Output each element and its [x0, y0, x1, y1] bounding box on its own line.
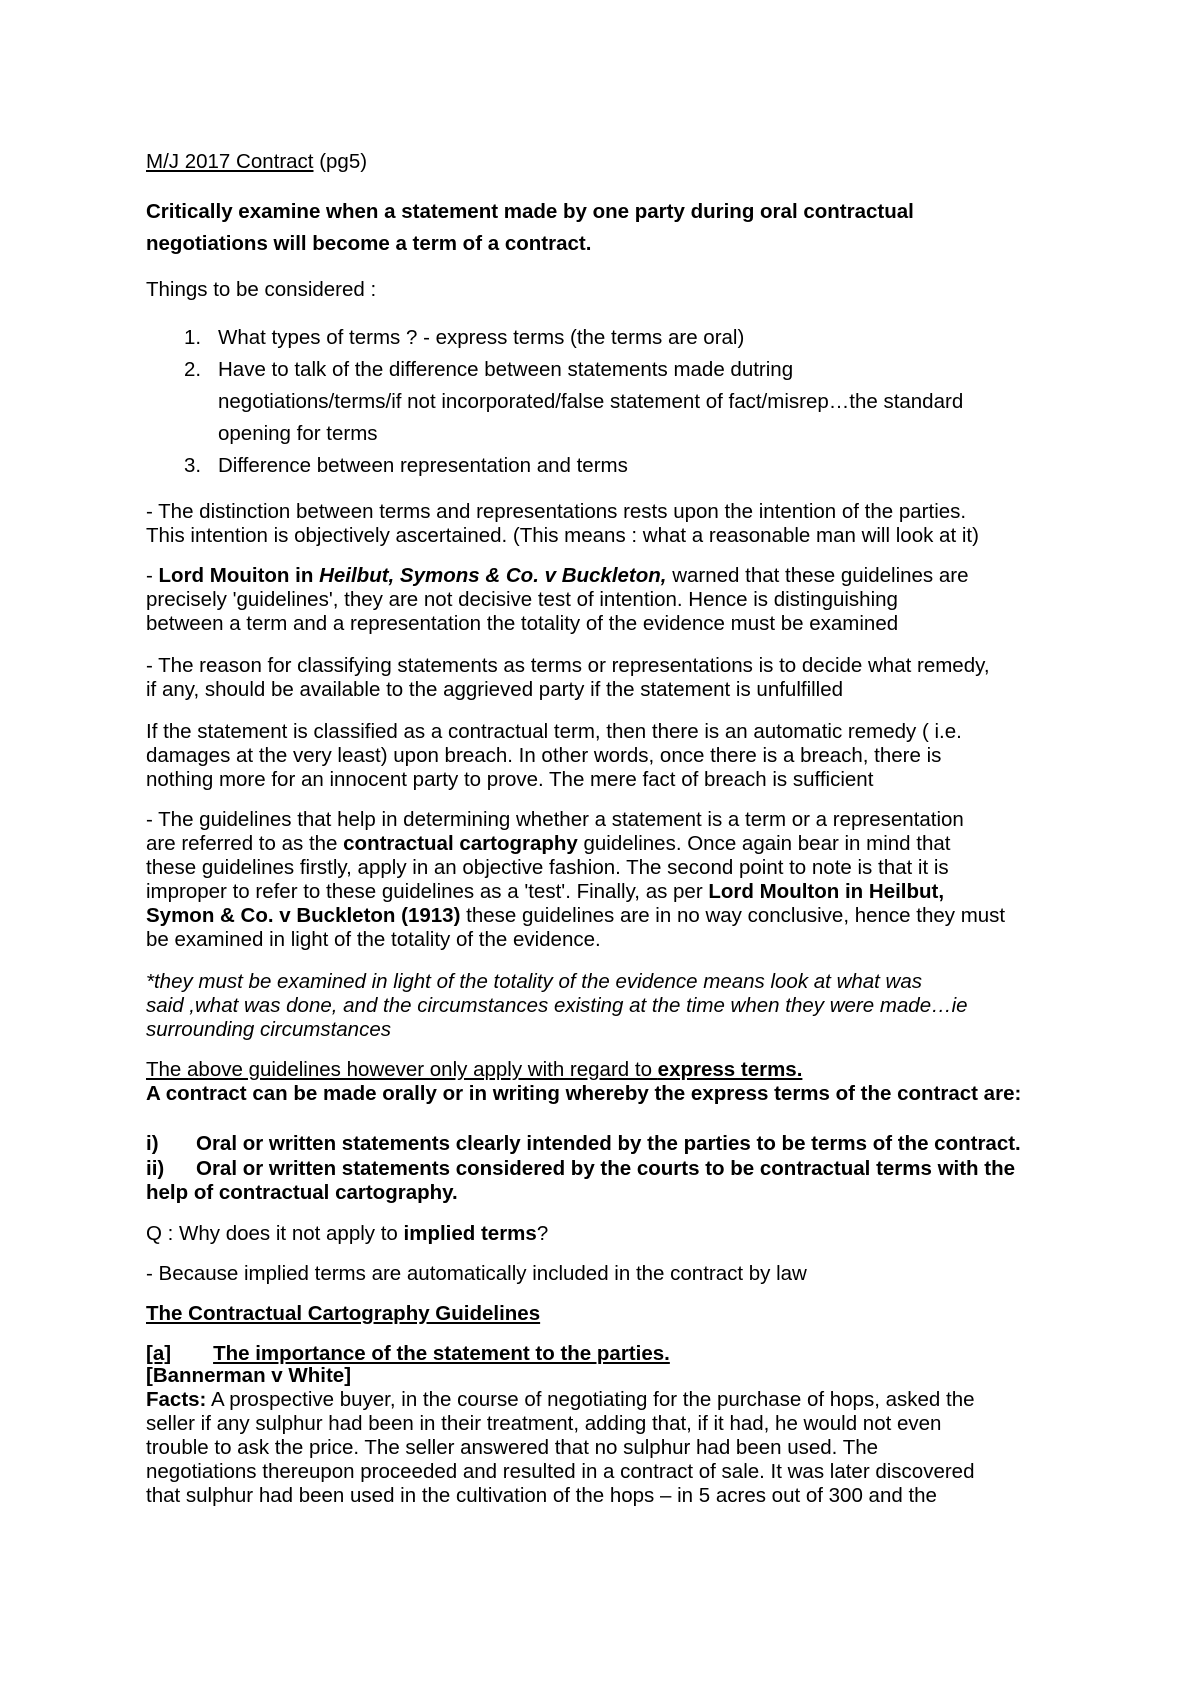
paragraph-line: be examined in light of the totality of the evidence.: [146, 928, 601, 951]
text-fragment: these guidelines are in no way conclusive, hence they must: [460, 904, 1006, 927]
paragraph-line: - The guidelines that help in determining whether a statement is a term or a representation: [146, 808, 964, 831]
list-number: 3.: [184, 454, 202, 477]
text-fragment: express terms.: [657, 1058, 803, 1081]
list-number: 1.: [184, 326, 202, 349]
list-item: [146, 1132, 1076, 1156]
text-fragment: ?: [536, 1222, 549, 1245]
list-item: [146, 354, 1096, 450]
sub-heading-label: [a]: [146, 1342, 172, 1365]
text-fragment: contractual cartography: [343, 832, 578, 855]
paragraph-line: damages at the very least) upon breach. In other words, once there is a breach, there is: [146, 744, 942, 767]
text-fragment: Q : Why does it not apply to: [146, 1222, 404, 1245]
text-fragment: The above guidelines however only apply with regard to: [146, 1058, 658, 1081]
text-fragment: Lord Moulton in Heilbut,: [708, 880, 945, 903]
paragraph-line: - The reason for classifying statements as terms or representations is to decide what remedy,: [146, 654, 990, 677]
case-name: [Bannerman v White]: [146, 1364, 352, 1387]
list-text: Oral or written statements clearly intended by the parties to be terms of the contract.: [196, 1132, 1021, 1155]
paragraph-line: This intention is objectively ascertained. (This means : what a reasonable man will look at it): [146, 524, 979, 547]
paragraph-line: [146, 904, 1076, 928]
list-item: [146, 1157, 1076, 1205]
question-line: negotiations will become a term of a contract.: [146, 232, 592, 255]
paragraph-line: - The distinction between terms and representations rests upon the intention of the parties.: [146, 500, 967, 523]
paragraph-line: [146, 1388, 1076, 1412]
list-item: [146, 450, 1096, 482]
paragraph-line: said ,what was done, and the circumstances existing at the time when they were made…ie: [146, 994, 968, 1017]
paragraph-line: surrounding circumstances: [146, 1018, 391, 1041]
text-fragment: improper to refer to these guidelines as a 'test'. Finally, as per: [146, 880, 709, 903]
paragraph-line: [146, 564, 1076, 588]
list-text: negotiations/terms/if not incorporated/false statement of fact/misrep…the standard: [218, 390, 964, 413]
express-terms-list: [146, 1132, 1076, 1206]
title-underlined: M/J 2017 Contract: [146, 150, 314, 173]
section-heading: The Contractual Cartography Guidelines: [146, 1302, 541, 1325]
paragraph-line: trouble to ask the price. The seller answered that no sulphur had been used. The: [146, 1436, 879, 1459]
italic-note: [146, 970, 1076, 1042]
paragraph-guidelines: [146, 808, 1076, 952]
paragraph-line: nothing more for an innocent party to prove. The mere fact of breach is sufficient: [146, 768, 874, 791]
list-text: Oral or written statements considered by the courts to be contractual terms with the: [196, 1157, 1016, 1180]
question: [146, 196, 1076, 260]
list-text: What types of terms ? - express terms (the terms are oral): [218, 326, 745, 349]
list-number: i): [146, 1132, 159, 1155]
answer-implied: - Because implied terms are automatically included in the contract by law: [146, 1262, 807, 1285]
paragraph-line: If the statement is classified as a contractual term, then there is an automatic remedy ( i.e.: [146, 720, 962, 743]
list-number: 2.: [184, 358, 202, 381]
paragraph-line: [146, 832, 1076, 856]
question-line: Critically examine when a statement made by one party during oral contractual: [146, 200, 914, 223]
considerations-list: [146, 322, 1096, 482]
document-title: [146, 150, 1076, 174]
list-text: Difference between representation and terms: [218, 454, 628, 477]
text-fragment: warned that these guidelines are: [666, 564, 969, 587]
paragraph-line: precisely 'guidelines', they are not decisive test of intention. Hence is distinguishing: [146, 588, 898, 611]
list-number: ii): [146, 1157, 165, 1180]
question-implied: [146, 1222, 1076, 1246]
paragraph-line: [146, 880, 1076, 904]
sub-heading: [146, 1342, 1076, 1366]
list-item: [146, 322, 1096, 354]
case-block: [146, 1364, 1076, 1508]
title-suffix: (pg5): [313, 150, 368, 173]
paragraph-distinction: [146, 500, 1076, 548]
text-fragment: A prospective buyer, in the course of negotiating for the purchase of hops, asked the: [206, 1388, 975, 1411]
facts-label: Facts:: [146, 1388, 207, 1411]
paragraph-line: seller if any sulphur had been in their treatment, adding that, if it had, he would not even: [146, 1412, 942, 1435]
text-fragment: Lord Mouiton in: [158, 564, 320, 587]
sub-heading-text: The importance of the statement to the parties.: [213, 1342, 670, 1365]
express-terms-block: [146, 1058, 1076, 1106]
paragraph-reason: [146, 654, 1076, 702]
text-fragment: Symon & Co. v Buckleton (1913): [146, 904, 461, 927]
paragraph-line: A contract can be made orally or in writing whereby the express terms of the contract are:: [146, 1082, 1022, 1105]
paragraph-line: that sulphur had been used in the cultivation of the hops – in 5 acres out of 300 and the: [146, 1484, 937, 1507]
paragraph-line: *they must be examined in light of the totality of the evidence means look at what was: [146, 970, 923, 993]
paragraph-lord-moulton: [146, 564, 1076, 636]
paragraph-line: [146, 1058, 1076, 1082]
list-text: help of contractual cartography.: [146, 1181, 458, 1204]
text-fragment: guidelines. Once again bear in mind that: [577, 832, 951, 855]
things-label: Things to be considered :: [146, 278, 377, 301]
case-citation: Heilbut, Symons & Co. v Buckleton,: [319, 564, 667, 587]
text-fragment: -: [146, 564, 159, 587]
paragraph-remedy: [146, 720, 1076, 792]
paragraph-line: between a term and a representation the totality of the evidence must be examined: [146, 612, 899, 635]
text-fragment: implied terms: [403, 1222, 537, 1245]
list-text: opening for terms: [218, 422, 378, 445]
paragraph-line: negotiations thereupon proceeded and resulted in a contract of sale. It was later discovered: [146, 1460, 975, 1483]
paragraph-line: these guidelines firstly, apply in an objective fashion. The second point to note is that it is: [146, 856, 949, 879]
list-text: Have to talk of the difference between statements made dutring: [218, 358, 794, 381]
paragraph-line: if any, should be available to the aggrieved party if the statement is unfulfilled: [146, 678, 844, 701]
text-fragment: are referred to as the: [146, 832, 344, 855]
